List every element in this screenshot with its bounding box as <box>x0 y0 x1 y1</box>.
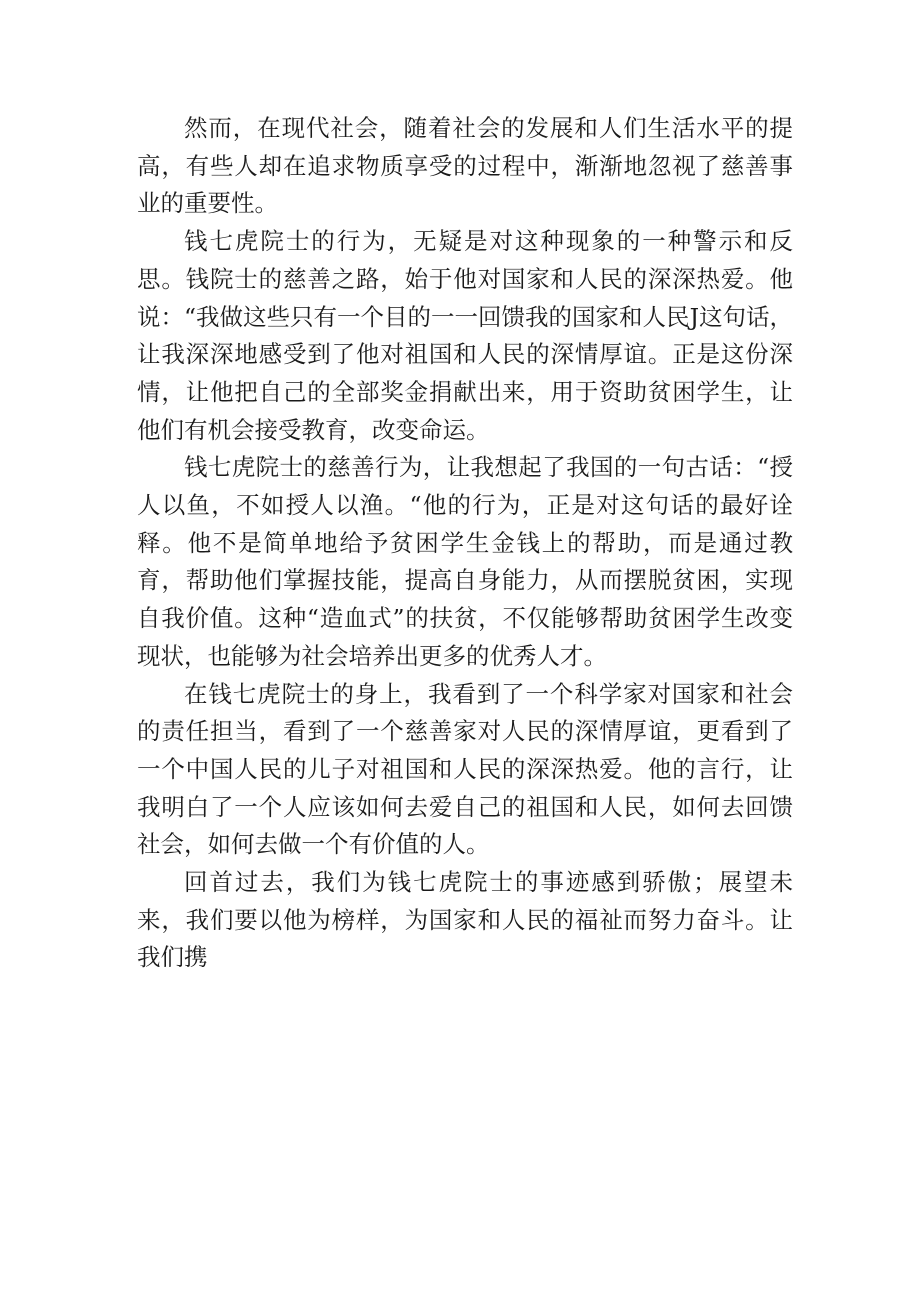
paragraph-2: 钱七虎院士的行为，无疑是对这种现象的一种警示和反思。钱院士的慈善之路，始于他对国家和人民的深深热爱。他说：“我做这些只有一个目的一一回馈我的国家和人民J这句话，让我深深地感受到了他对祖国和人民的深情厚谊。正是这份深情，让他把自己的全部奖金捐献出来，用于资助贫困学生，让他们有机会接受教育，改变命运。 <box>137 227 793 444</box>
paragraph-3: 钱七虎院士的慈善行为，让我想起了我国的一句古话：“授人以鱼，不如授人以渔。“他的行为，正是对这句话的最好诠释。他不是简单地给予贫困学生金钱上的帮助，而是通过教育，帮助他们掌握技能，提高自身能力，从而摆脱贫困，实现自我价值。这种“造血式”的扶贫，不仅能够帮助贫困学生改变现状，也能够为社会培养出更多的优秀人才。 <box>137 453 793 670</box>
paragraph-5: 回首过去，我们为钱七虎院士的事迹感到骄傲；展望未来，我们要以他为榜样，为国家和人民的福祉而努力奋斗。让我们携 <box>137 868 793 972</box>
paragraph-1: 然而，在现代社会，随着社会的发展和人们生活水平的提高，有些人却在追求物质享受的过程中，渐渐地忽视了慈善事业的重要性。 <box>137 114 793 218</box>
paragraph-4: 在钱七虎院士的身上，我看到了一个科学家对国家和社会的责任担当，看到了一个慈善家对人民的深情厚谊，更看到了一个中国人民的儿子对祖国和人民的深深热爱。他的言行，让我明白了一个人应该如何去爱自己的祖国和人民，如何去回馈社会，如何去做一个有价值的人。 <box>137 679 793 859</box>
document-body <box>137 110 793 977</box>
